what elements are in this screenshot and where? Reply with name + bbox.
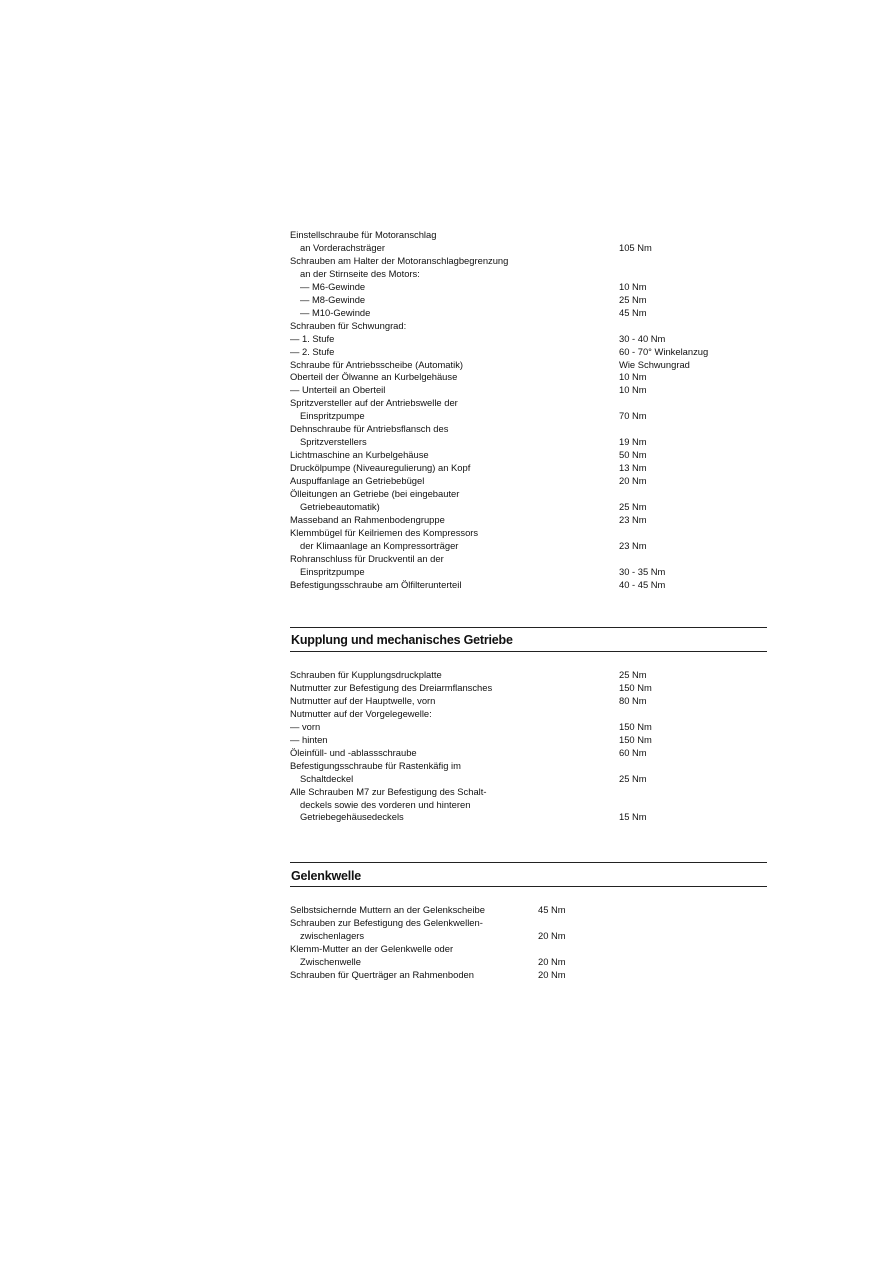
torque-label: — hinten — [290, 733, 328, 745]
section-rule-top — [290, 862, 767, 863]
torque-label: Schrauben am Halter der Motoranschlagbegrenzung — [290, 254, 509, 266]
torque-row — [290, 242, 760, 255]
torque-row — [290, 734, 760, 747]
torque-value: 30 - 35 Nm — [619, 565, 666, 577]
torque-row — [290, 462, 760, 475]
torque-value: 60 Nm — [619, 746, 647, 758]
torque-row — [290, 501, 760, 514]
torque-label: Spritzversteller auf der Antriebswelle der — [290, 397, 458, 409]
torque-label: Schrauben für Schwungrad: — [290, 319, 407, 331]
torque-row — [290, 527, 760, 540]
torque-row — [290, 956, 690, 969]
torque-label: Ölleitungen an Getriebe (bei eingebauter — [290, 488, 460, 500]
torque-label: Rohranschluss für Druckventil an der — [290, 552, 444, 564]
torque-row — [290, 708, 760, 721]
torque-row — [290, 799, 760, 812]
torque-label: — M6-Gewinde — [300, 280, 366, 292]
torque-row — [290, 930, 690, 943]
torque-label: Nutmutter auf der Hauptwelle, vorn — [290, 694, 436, 706]
torque-value: 45 Nm — [619, 306, 647, 318]
torque-row — [290, 410, 760, 423]
torque-label: Druckölpumpe (Niveauregulierung) an Kopf — [290, 462, 471, 474]
torque-value: 40 - 45 Nm — [619, 578, 666, 590]
torque-row — [290, 811, 760, 824]
torque-label: Alle Schrauben M7 zur Befestigung des Schalt- — [290, 785, 487, 797]
torque-value: 23 Nm — [619, 539, 647, 551]
section-rule-bottom — [290, 651, 767, 652]
torque-label: — 1. Stufe — [290, 332, 335, 344]
torque-row — [290, 682, 760, 695]
torque-row — [290, 333, 760, 346]
torque-value: 20 Nm — [538, 929, 566, 941]
torque-value: 150 Nm — [619, 733, 652, 745]
torque-label: Selbstsichernde Muttern an der Gelenkscheibe — [290, 904, 485, 915]
torque-value: 13 Nm — [619, 462, 647, 474]
torque-label: Schraube für Antriebsscheibe (Automatik) — [290, 358, 464, 370]
torque-label: Klemmbügel für Keilriemen des Kompressors — [290, 526, 479, 538]
section-rule-bottom — [290, 886, 767, 887]
torque-label: Befestigungsschraube am Ölfilterunterteil — [290, 578, 462, 590]
torque-value: Wie Schwungrad — [619, 358, 690, 370]
section-title-kupplung: Kupplung und mechanisches Getriebe — [291, 633, 513, 647]
torque-label: deckels sowie des vorderen und hinteren — [300, 798, 471, 810]
torque-label: — Unterteil an Oberteil — [290, 384, 386, 396]
torque-row — [290, 359, 760, 372]
torque-label: — vorn — [290, 720, 321, 732]
torque-row — [290, 384, 760, 397]
torque-label: Einspritzpumpe — [300, 565, 365, 577]
torque-label: Masseband an Rahmenbodengruppe — [290, 513, 445, 525]
torque-row — [290, 904, 690, 917]
torque-value: 23 Nm — [619, 513, 647, 525]
torque-label: Klemm-Mutter an der Gelenkwelle oder — [290, 942, 454, 954]
torque-label: an Vorderachsträger — [300, 241, 385, 253]
torque-row — [290, 320, 760, 333]
torque-label: Getriebegehäusedeckels — [300, 811, 404, 823]
torque-label: Oberteil der Ölwanne an Kurbelgehäuse — [290, 371, 458, 383]
torque-value: 25 Nm — [619, 772, 647, 784]
torque-label: Öleinfüll- und -ablassschraube — [290, 746, 417, 758]
torque-row — [290, 917, 690, 930]
torque-label: Auspuffanlage an Getriebebügel — [290, 475, 425, 487]
torque-value: 45 Nm — [538, 904, 566, 915]
torque-value: 20 Nm — [619, 475, 647, 487]
torque-label: Schrauben für Kupplungsdruckplatte — [290, 669, 442, 680]
clutch-torque-table — [290, 669, 760, 824]
torque-row — [290, 579, 760, 592]
torque-value: 30 - 40 Nm — [619, 332, 666, 344]
torque-row — [290, 475, 760, 488]
torque-label: Schaltdeckel — [300, 772, 354, 784]
torque-label: Einstellschraube für Motoranschlag — [290, 229, 437, 240]
torque-label: der Klimaanlage an Kompressorträger — [300, 539, 459, 551]
torque-row — [290, 281, 760, 294]
torque-label: — 2. Stufe — [290, 345, 335, 357]
torque-value: 15 Nm — [619, 811, 647, 823]
torque-row — [290, 307, 760, 320]
torque-value: 60 - 70° Winkelanzug — [619, 345, 709, 357]
torque-value: 25 Nm — [619, 669, 647, 680]
torque-value: 150 Nm — [619, 681, 652, 693]
torque-value: 70 Nm — [619, 410, 647, 422]
torque-label: Zwischenwelle — [300, 955, 361, 967]
torque-value: 105 Nm — [619, 241, 652, 253]
torque-label: Befestigungsschraube für Rastenkäfig im — [290, 759, 461, 771]
torque-row — [290, 669, 760, 682]
torque-row — [290, 721, 760, 734]
torque-row — [290, 229, 760, 242]
torque-value: 80 Nm — [619, 694, 647, 706]
torque-label: zwischenlagers — [300, 929, 365, 941]
torque-value: 25 Nm — [619, 501, 647, 513]
torque-row — [290, 488, 760, 501]
torque-label: an der Stirnseite des Motors: — [300, 267, 420, 279]
torque-value: 150 Nm — [619, 720, 652, 732]
torque-label: Getriebeautomatik) — [300, 501, 380, 513]
torque-row — [290, 436, 760, 449]
section-rule-top — [290, 627, 767, 628]
torque-row — [290, 255, 760, 268]
torque-label: Lichtmaschine an Kurbelgehäuse — [290, 449, 429, 461]
torque-row — [290, 540, 760, 553]
torque-label: Spritzverstellers — [300, 436, 367, 448]
torque-label: Nutmutter auf der Vorgelegewelle: — [290, 707, 432, 719]
torque-row — [290, 760, 760, 773]
torque-label: Einspritzpumpe — [300, 410, 365, 422]
torque-value: 25 Nm — [619, 293, 647, 305]
torque-value: 50 Nm — [619, 449, 647, 461]
torque-label: Schrauben für Querträger an Rahmenboden — [290, 968, 474, 980]
torque-row — [290, 371, 760, 384]
torque-value: 20 Nm — [538, 968, 566, 980]
torque-row — [290, 423, 760, 436]
engine-torque-table — [290, 229, 760, 592]
torque-row — [290, 449, 760, 462]
torque-label: — M8-Gewinde — [300, 293, 366, 305]
section-title-gelenkwelle: Gelenkwelle — [291, 869, 362, 883]
torque-value: 19 Nm — [619, 436, 647, 448]
torque-row — [290, 773, 760, 786]
torque-row — [290, 566, 760, 579]
torque-row — [290, 268, 760, 281]
torque-row — [290, 397, 760, 410]
torque-row — [290, 695, 760, 708]
torque-value: 20 Nm — [538, 955, 566, 967]
torque-label: Schrauben zur Befestigung des Gelenkwellen- — [290, 916, 483, 928]
torque-row — [290, 747, 760, 760]
torque-row — [290, 943, 690, 956]
torque-label: Nutmutter zur Befestigung des Dreiarmflansches — [290, 681, 493, 693]
driveshaft-torque-table — [290, 904, 690, 982]
torque-row — [290, 346, 760, 359]
torque-row — [290, 969, 690, 982]
torque-label: Dehnschraube für Antriebsflansch des — [290, 423, 449, 435]
torque-row — [290, 514, 760, 527]
torque-label: — M10-Gewinde — [300, 306, 371, 318]
torque-value: 10 Nm — [619, 384, 647, 396]
torque-value: 10 Nm — [619, 280, 647, 292]
torque-row — [290, 294, 760, 307]
torque-row — [290, 553, 760, 566]
torque-row — [290, 786, 760, 799]
torque-value: 10 Nm — [619, 371, 647, 383]
